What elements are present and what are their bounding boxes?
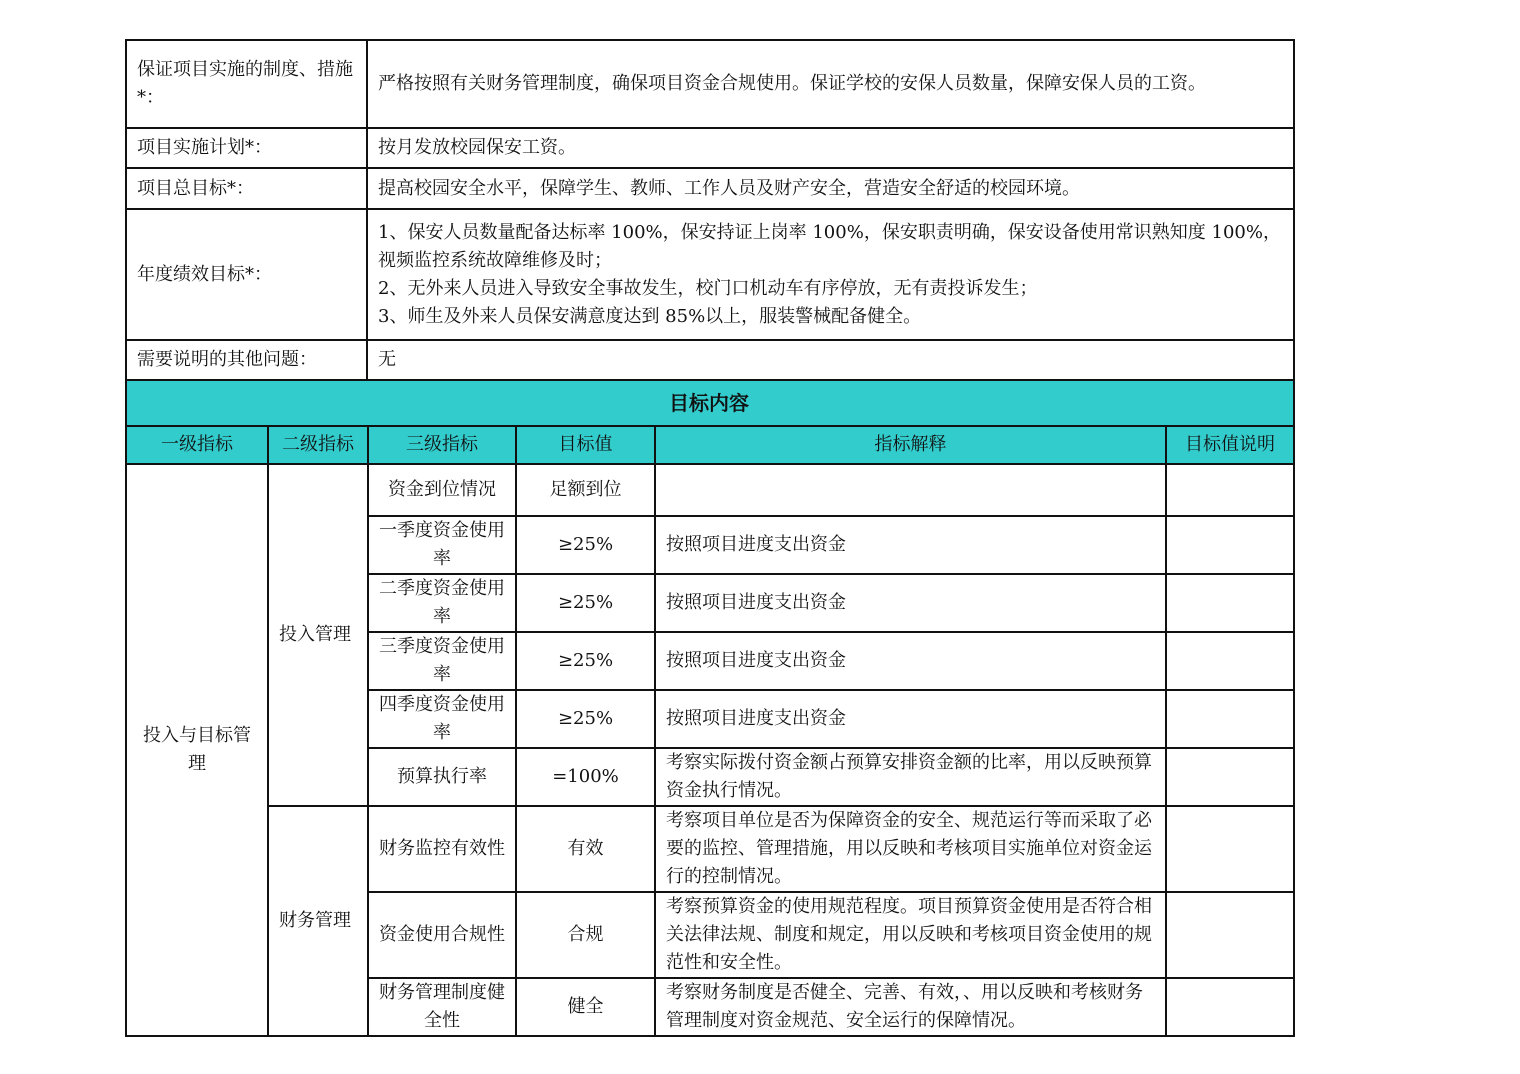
goal-line: 1、保安人员数量配备达标率 100%，保安持证上岗率 100%，保安职责明确，保安设备使用常识熟知度 100%，视频监控系统故障维修及时； (378, 221, 1281, 271)
info-row (126, 209, 1294, 340)
level3-cell: 资金使用合规性 (368, 892, 516, 978)
target-cell: ≥25% (516, 632, 655, 690)
target-cell: =100% (516, 748, 655, 806)
target-cell: ≥25% (516, 516, 655, 574)
level3-cell: 一季度资金使用率 (368, 516, 516, 574)
target-cell: 足额到位 (516, 464, 655, 516)
note-cell (1166, 978, 1294, 1036)
explain-cell: 考察项目单位是否为保障资金的安全、规范运行等而采取了必要的监控、管理措施，用以反映和考核项目实施单位对资金运行的控制情况。 (655, 806, 1166, 892)
note-cell (1166, 516, 1294, 574)
info-row (126, 128, 1294, 168)
info-value: 严格按照有关财务管理制度，确保项目资金合规使用。保证学校的安保人员数量，保障安保人员的工资。 (367, 40, 1294, 128)
level1-cell: 投入与目标管理 (126, 464, 268, 1036)
note-cell (1166, 806, 1294, 892)
level3-cell: 财务管理制度健全性 (368, 978, 516, 1036)
level3-cell: 三季度资金使用率 (368, 632, 516, 690)
info-row (126, 340, 1294, 380)
info-label: 年度绩效目标*： (126, 209, 367, 340)
info-label: 项目总目标*： (126, 168, 367, 209)
col-header-level3: 三级指标 (368, 426, 516, 464)
table-row (126, 806, 1294, 892)
info-value: 无 (367, 340, 1294, 380)
info-row (126, 40, 1294, 128)
note-cell (1166, 464, 1294, 516)
goal-line: 2、无外来人员进入导致安全事故发生，校门口机动车有序停放，无有责投诉发生； (378, 277, 1038, 299)
target-cell: 有效 (516, 806, 655, 892)
info-label: 项目实施计划*： (126, 128, 367, 168)
col-header-explain: 指标解释 (655, 426, 1166, 464)
explain-cell: 按照项目进度支出资金 (655, 574, 1166, 632)
explain-cell: 按照项目进度支出资金 (655, 690, 1166, 748)
explain-cell: 考察实际拨付资金额占预算安排资金额的比率，用以反映预算资金执行情况。 (655, 748, 1166, 806)
note-cell (1166, 748, 1294, 806)
explain-cell: 考察预算资金的使用规范程度。项目预算资金使用是否符合相关法律法规、制度和规定，用以反映和考核项目资金使用的规范性和安全性。 (655, 892, 1166, 978)
form-sheet (125, 39, 1295, 1037)
section-title: 目标内容 (655, 380, 1294, 426)
level2-cell: 投入管理 (268, 464, 368, 806)
level3-cell: 财务监控有效性 (368, 806, 516, 892)
goal-line: 3、师生及外来人员保安满意度达到 85%以上，服装警械配备健全。 (378, 305, 922, 327)
note-cell (1166, 632, 1294, 690)
info-value: 提高校园安全水平，保障学生、教师、工作人员及财产安全，营造安全舒适的校园环境。 (367, 168, 1294, 209)
explain-cell (655, 464, 1166, 516)
col-header-target: 目标值 (516, 426, 655, 464)
info-label: 需要说明的其他问题： (126, 340, 367, 380)
level3-cell: 预算执行率 (368, 748, 516, 806)
explain-cell: 按照项目进度支出资金 (655, 516, 1166, 574)
note-cell (1166, 690, 1294, 748)
level3-cell: 资金到位情况 (368, 464, 516, 516)
col-header-level2: 二级指标 (268, 426, 368, 464)
explain-cell: 按照项目进度支出资金 (655, 632, 1166, 690)
info-value (367, 209, 1294, 340)
note-cell (1166, 892, 1294, 978)
column-header-row (126, 426, 1294, 464)
table-row (126, 464, 1294, 516)
project-info-table (125, 39, 1295, 381)
target-cell: 健全 (516, 978, 655, 1036)
level3-cell: 二季度资金使用率 (368, 574, 516, 632)
info-label: 保证项目实施的制度、措施*： (126, 40, 367, 128)
col-header-note: 目标值说明 (1166, 426, 1294, 464)
col-header-level1: 一级指标 (126, 426, 268, 464)
target-cell: ≥25% (516, 690, 655, 748)
level3-cell: 四季度资金使用率 (368, 690, 516, 748)
title-spacer (126, 380, 655, 426)
target-title-row (126, 380, 1294, 426)
level2-cell: 财务管理 (268, 806, 368, 1036)
info-row (126, 168, 1294, 209)
target-cell: 合规 (516, 892, 655, 978)
info-value: 按月发放校园保安工资。 (367, 128, 1294, 168)
target-table (125, 379, 1295, 1037)
note-cell (1166, 574, 1294, 632)
explain-cell: 考察财务制度是否健全、完善、有效，、用以反映和考核财务管理制度对资金规范、安全运行的保障情况。 (655, 978, 1166, 1036)
target-cell: ≥25% (516, 574, 655, 632)
